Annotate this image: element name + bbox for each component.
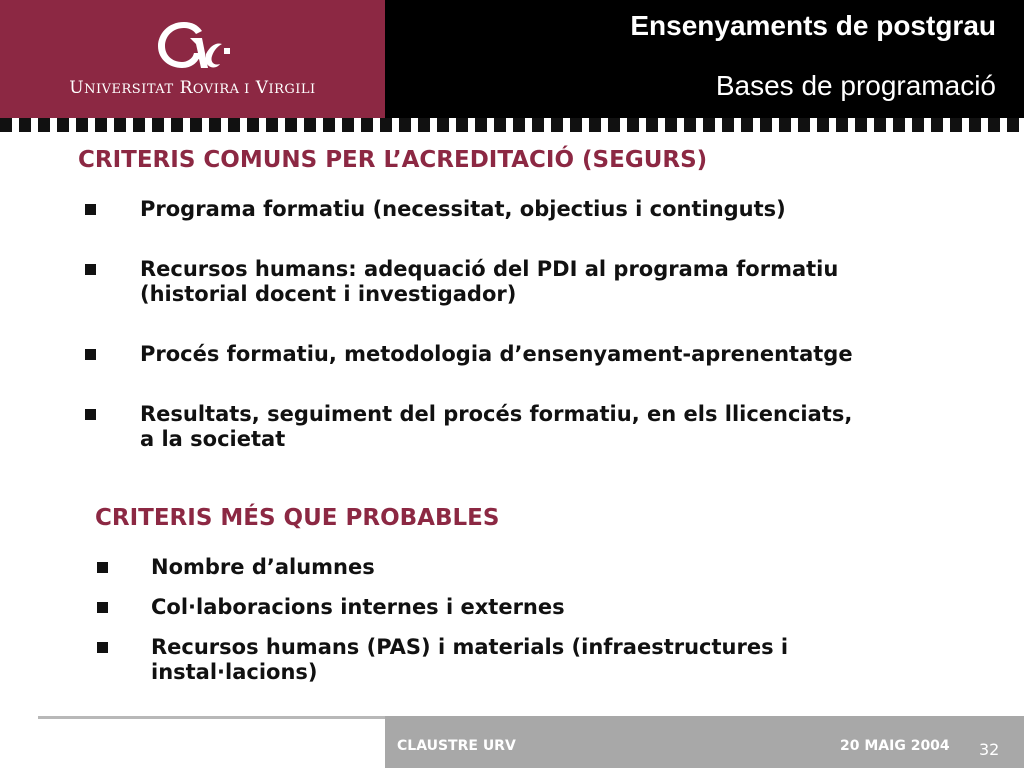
square-bullet-icon bbox=[97, 562, 108, 573]
header-brand-panel bbox=[0, 0, 385, 118]
university-name: UNIVERSITAT ROVIRA I VIRGILI bbox=[69, 78, 316, 98]
probable-criteria-list bbox=[95, 555, 995, 700]
square-bullet-icon bbox=[97, 642, 108, 653]
square-bullet-icon bbox=[85, 409, 96, 420]
square-bullet-icon bbox=[85, 264, 96, 275]
section-heading-common-criteria: CRITERIS COMUNS PER L’ACREDITACIÓ (SEGURS) bbox=[78, 147, 708, 173]
footer-event-label: CLAUSTRE URV bbox=[397, 738, 516, 754]
footer-date: 20 MAIG 2004 bbox=[840, 738, 950, 754]
page-number: 32 bbox=[979, 740, 1000, 759]
list-item: Programa formatiu (necessitat, objectius i continguts) bbox=[83, 197, 1013, 222]
university-logo-icon bbox=[150, 14, 240, 74]
list-item: Procés formatiu, metodologia d’ensenyament-aprenentatge bbox=[83, 342, 1013, 367]
dashed-divider bbox=[0, 118, 1024, 132]
square-bullet-icon bbox=[85, 349, 96, 360]
list-item: Nombre d’alumnes bbox=[95, 555, 995, 580]
footer-divider bbox=[38, 716, 388, 719]
square-bullet-icon bbox=[97, 602, 108, 613]
list-item: Resultats, seguiment del procés formatiu, en els llicenciats, a la societat bbox=[83, 402, 1013, 452]
header-title: Ensenyaments de postgrau bbox=[630, 10, 996, 41]
square-bullet-icon bbox=[85, 204, 96, 215]
list-item: Recursos humans (PAS) i materials (infraestructures i instal·lacions) bbox=[95, 635, 995, 685]
list-item: Recursos humans: adequació del PDI al programa formatiu (historial docent i investigador) bbox=[83, 257, 1013, 307]
common-criteria-list bbox=[83, 197, 1013, 452]
header-subtitle: Bases de programació bbox=[715, 70, 996, 101]
list-item: Col·laboracions internes i externes bbox=[95, 595, 995, 620]
section-heading-probable-criteria: CRITERIS MÉS QUE PROBABLES bbox=[95, 505, 500, 531]
